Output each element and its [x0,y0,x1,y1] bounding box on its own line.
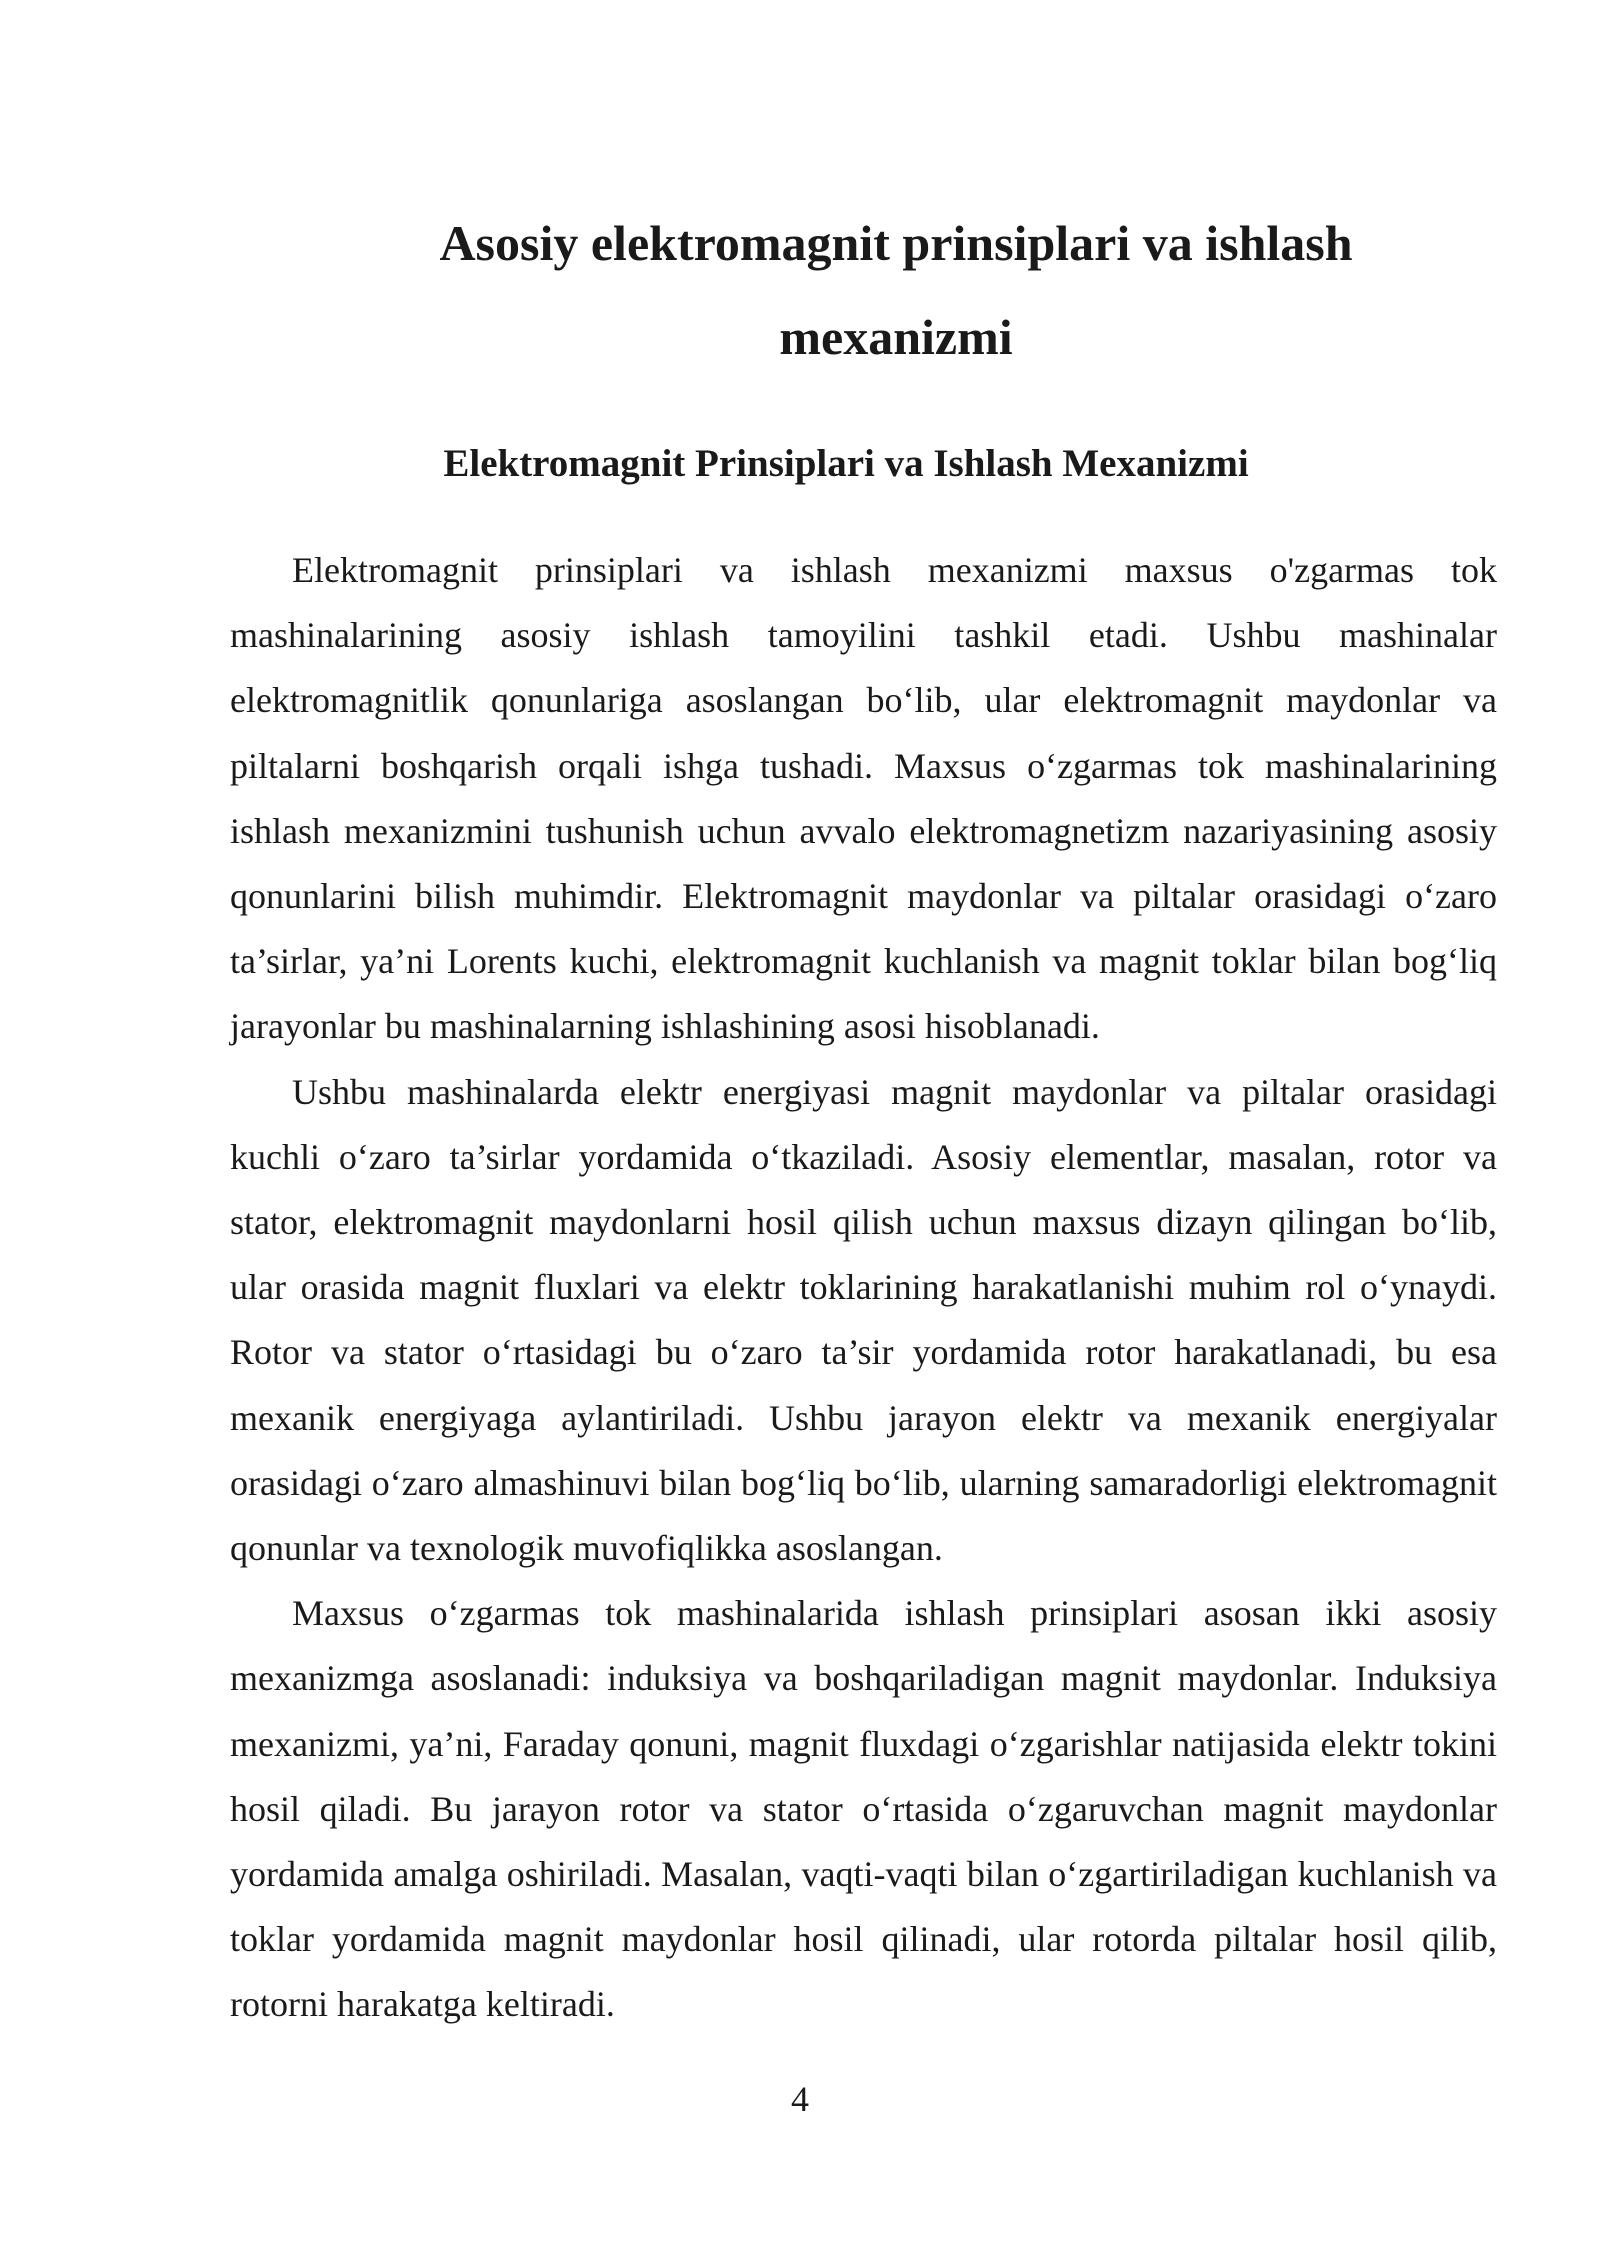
paragraph: Ushbu mashinalarda elektr energiyasi magnit maydonlar va piltalar orasidagi kuchli o‘zaro ta’sirlar yordamida o‘tkaziladi. Asosiy elementlar, masalan, rotor va stator, elektromagnit maydonlarni hosil qilish uchun maxsus dizayn qilingan bo‘lib, ular orasida magnit fluxlari va elektr toklarining harakatlanishi muhim rol o‘ynaydi. Rotor va stator o‘rtasidagi bu o‘zaro ta’sir yordamida rotor harakatlanadi, bu esa mexanik energiyaga aylantiriladi. Ushbu jarayon elektr va mexanik energiyalar orasidagi o‘zaro almashinuvi bilan bog‘liq bo‘lib, ularning samaradorligi elektromagnit qonunlar va texnologik muvofiqlikka asoslangan. [230,1071,1497,1569]
page-number: 4 [791,2079,809,2119]
body-text [230,538,1497,2038]
paragraph: Elektromagnit prinsiplari va ishlash mexanizmi maxsus o'zgarmas tok mashinalarining asosiy ishlash tamoyilini tashkil etadi. Ushbu mashinalar elektromagnitlik qonunlariga asoslangan bo‘lib, ular elektromagnit maydonlar va piltalarni boshqarish orqali ishga tushadi. Maxsus o‘zgarmas tok mashinalarining ishlash mexanizmini tushunish uchun avvalo elektromagnetizm nazariyasining asosiy qonunlarini bilish muhimdir. Elektromagnit maydonlar va piltalar orasidagi o‘zaro ta’sirlar, ya’ni Lorents kuchi, elektromagnit kuchlanish va magnit toklar bilan bog‘liq jarayonlar bu mashinalarning ishlashining asosi hisoblanadi. [230,550,1497,1047]
paragraph: Maxsus o‘zgarmas tok mashinalarida ishlash prinsiplari asosan ikki asosiy mexanizmga asoslanadi: induksiya va boshqariladigan magnit maydonlar. Induksiya mexanizmi, ya’ni, Faraday qonuni, magnit fluxdagi o‘zgarishlar natijasida elektr tokini hosil qiladi. Bu jarayon rotor va stator o‘rtasida o‘zgaruvchan magnit maydonlar yordamida amalga oshiriladi. Masalan, vaqti-vaqti bilan o‘zgartiriladigan kuchlanish va toklar yordamida magnit maydonlar hosil qilinadi, ular rotorda piltalar hosil qilib, rotorni harakatga keltiradi. [230,1593,1497,2025]
page-title: Asosiy elektromagnit prinsiplari va ishlash mexanizmi [439,215,1353,365]
section-heading: Elektromagnit Prinsiplari va Ishlash Mexanizmi [443,442,1249,485]
